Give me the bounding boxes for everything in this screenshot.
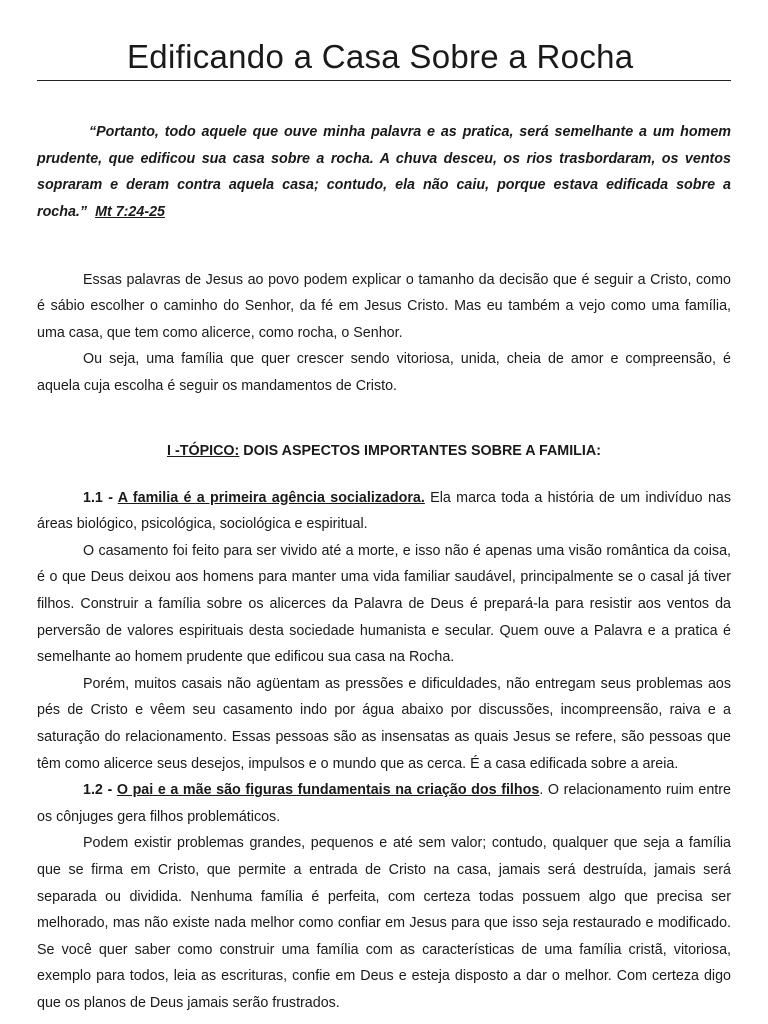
page-title: Edificando a Casa Sobre a Rocha <box>127 38 634 75</box>
verse-reference: Mt 7:24-25 <box>95 203 165 220</box>
title-divider <box>37 80 731 81</box>
verse-text: “Portanto, todo aquele que ouve minha palavra e as pratica, será semelhante a um homem prudente, que edificou sua casa sobre a rocha. A chuva desceu, os rios trasbordaram, os ventos sopraram e deram contra aquela casa; contudo, ela não caiu, porque estava edificada sobre a rocha.” <box>37 124 731 220</box>
section-2-text: O relacionamento ruim entre os cônjuges gera filhos problemáticos. <box>37 782 731 825</box>
section-2-paragraph: Podem existir problemas grandes, pequenos e até sem valor; contudo, qualquer que seja a família que se firma em Cristo, que permite a entrada de Cristo na casa, jamais será destruída, jamais será separada ou dividida. Nenhuma família é perfeita, com certeza todas possuem algo que precisa ser melhorado, mas não existe nada melhor como confiar em Jesus para que isso seja restaurado e modificado. Se você quer saber como construir uma família com as características de uma família cristã, vitoriosa, exemplo para todos, leia as escrituras, confie em Deus e esteja disposto a dar o melhor. Com certeza digo que os planos de Deus jamais serão frustrados. <box>37 835 731 1011</box>
section-1-heading: A familia é a primeira agência socializadora. <box>117 489 425 506</box>
spacer <box>37 464 731 485</box>
spacer <box>37 400 731 438</box>
section-1-paragraph: Porém, muitos casais não agüentam as pressões e dificuldades, não entregam seus problemas aos pés de Cristo e vêem seu casamento indo por água abaixo por discussões, incompreensão, raiva e a saturação do relacionamento. Essas pessoas são as insensatas as quais Jesus se refere, são pessoas que têm como alicerce seus desejos, impulsos e o mundo que as cerca. É a casa edificada sobre a areia. <box>37 675 731 772</box>
topic-text: DOIS ASPECTOS IMPORTANTES SOBRE A FAMILIA: <box>239 442 601 459</box>
topic-heading <box>37 438 731 464</box>
bible-verse <box>37 119 731 225</box>
section-1-number: 1.1 - <box>83 489 118 506</box>
topic-lead: I -TÓPICO: <box>167 442 240 459</box>
section-1-text: Ela marca toda a história de um indivíduo nas áreas biológico, psicológica, sociológica e espiritual. <box>37 489 731 533</box>
spacer <box>37 240 731 267</box>
intro-paragraph: Essas palavras de Jesus ao povo podem explicar o tamanho da decisão que é seguir a Cristo, como é sábio escolher o caminho do Senhor, da fé em Jesus Cristo. Mas eu também a vejo como uma família, uma casa, que tem como alicerce, como rocha, o Senhor. <box>37 271 731 341</box>
section-1-intro <box>37 485 731 538</box>
intro-paragraph: Ou seja, uma família que quer crescer sendo vitoriosa, unida, cheia de amor e compreensão, é aquela cuja escolha é seguir os mandamentos de Cristo. <box>37 351 731 395</box>
section-2-heading: O pai e a mãe são figuras fundamentais na criação dos filhos <box>116 782 540 799</box>
section-2-number: 1.2 - <box>83 782 117 799</box>
document-page <box>37 0 731 1017</box>
section-2-heading-end: . <box>539 782 544 799</box>
section-1-paragraph: O casamento foi feito para ser vivido até a morte, e isso não é apenas uma visão romântica da coisa, é o que Deus deixou aos homens para manter uma vida familiar saudável, principalmente se o casal já tiver filhos. Construir a família sobre os alicerces da Palavra de Deus é prepará-la para resistir aos ventos da perversão de valores espirituais desta sociedade humanista e secular. Quem ouve a Palavra e a pratica é semelhante ao homem prudente que edificou sua casa na Rocha. <box>37 542 731 666</box>
section-2-intro <box>37 777 731 830</box>
